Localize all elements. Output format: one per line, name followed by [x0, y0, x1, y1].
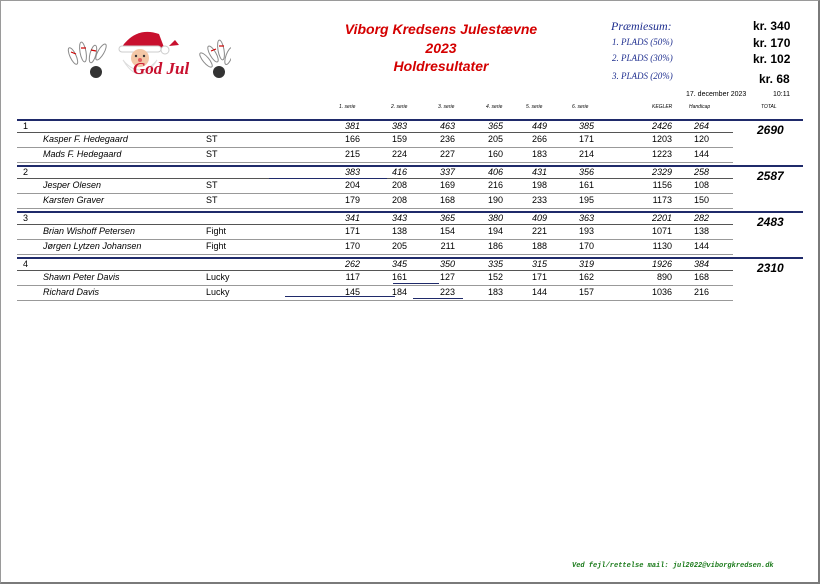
player-serie-score: 198 — [531, 180, 547, 190]
team-serie-score: 416 — [391, 167, 407, 177]
player-serie-score: 117 — [345, 272, 360, 282]
player-serie-score: 154 — [439, 226, 455, 236]
player-serie-score: 236 — [439, 134, 455, 144]
player-handicap: 120 — [693, 134, 709, 144]
prize-amount-1: kr. 170 — [753, 36, 791, 50]
row-divider — [17, 285, 733, 286]
player-handicap: 108 — [693, 180, 709, 190]
player-kegler: 1036 — [651, 287, 672, 297]
player-serie-score: 159 — [391, 134, 407, 144]
team-handicap: 282 — [693, 213, 709, 223]
player-serie-score: 184 — [391, 287, 407, 297]
player-club: ST — [206, 180, 218, 190]
team-total: 2483 — [757, 215, 784, 229]
highlight-underline — [393, 283, 439, 284]
player-name: Shawn Peter Davis — [43, 272, 120, 282]
row-divider — [17, 147, 733, 148]
player-serie-score: 266 — [531, 134, 547, 144]
player-name: Brian Wishoff Petersen — [43, 226, 135, 236]
player-serie-score: 152 — [487, 272, 503, 282]
prize-heading: Præmiesum: — [611, 19, 672, 33]
highlight-underline — [269, 178, 387, 179]
team-kegler: 2329 — [651, 167, 672, 177]
player-serie-score: 166 — [344, 134, 360, 144]
player-serie-score: 170 — [344, 241, 360, 251]
highlight-underline — [413, 298, 463, 299]
player-handicap: 216 — [693, 287, 709, 297]
player-serie-score: 214 — [578, 149, 594, 159]
team-serie-score: 381 — [344, 121, 360, 131]
player-serie-score: 161 — [391, 272, 407, 282]
prize-amount-3: kr. 68 — [759, 72, 790, 86]
player-kegler: 1071 — [651, 226, 672, 236]
row-divider — [17, 300, 733, 301]
col-header-serie-4: 4. serie — [486, 104, 503, 110]
player-name: Jørgen Lytzen Johansen — [43, 241, 142, 251]
team-serie-score: 385 — [578, 121, 594, 131]
row-divider — [17, 254, 733, 255]
player-serie-score: 186 — [487, 241, 503, 251]
team-serie-score: 343 — [391, 213, 407, 223]
player-serie-score: 138 — [391, 226, 407, 236]
row-divider — [17, 208, 733, 209]
col-header-serie-5: 5. serie — [526, 104, 543, 110]
title-line-2: 2023 — [425, 40, 457, 56]
player-club: Lucky — [206, 272, 230, 282]
player-serie-score: 171 — [578, 134, 594, 144]
team-kegler: 2201 — [651, 213, 672, 223]
player-serie-score: 215 — [344, 149, 360, 159]
team-serie-score: 449 — [531, 121, 547, 131]
player-serie-score: 183 — [531, 149, 547, 159]
player-name: Richard Davis — [43, 287, 100, 297]
player-handicap: 144 — [693, 241, 709, 251]
team-handicap: 264 — [693, 121, 709, 131]
player-serie-score: 170 — [578, 241, 594, 251]
player-kegler: 1130 — [652, 241, 672, 251]
team-kegler: 1926 — [651, 259, 672, 269]
player-serie-score: 224 — [391, 149, 407, 159]
team-total: 2690 — [757, 123, 784, 137]
player-name: Kasper F. Hedegaard — [43, 134, 128, 144]
prize-label-2: 2. PLADS (30%) — [612, 53, 673, 63]
team-serie-score: 431 — [531, 167, 547, 177]
row-divider — [17, 162, 733, 163]
player-kegler: 1203 — [651, 134, 672, 144]
player-serie-score: 195 — [578, 195, 594, 205]
player-club: ST — [206, 195, 218, 205]
player-serie-score: 161 — [578, 180, 594, 190]
team-serie-score: 337 — [439, 167, 455, 177]
team-kegler: 2426 — [651, 121, 672, 131]
player-serie-score: 168 — [439, 195, 455, 205]
player-club: ST — [206, 134, 218, 144]
player-serie-score: 144 — [531, 287, 547, 297]
player-club: ST — [206, 149, 218, 159]
player-serie-score: 221 — [531, 226, 547, 236]
team-serie-score: 345 — [391, 259, 407, 269]
prize-label-1: 1. PLADS (50%) — [612, 37, 673, 47]
team-serie-score: 319 — [578, 259, 594, 269]
player-serie-score: 188 — [531, 241, 547, 251]
row-divider — [17, 239, 733, 240]
team-serie-score: 341 — [344, 213, 360, 223]
player-serie-score: 169 — [439, 180, 455, 190]
player-name: Jesper Olesen — [43, 180, 102, 190]
footer-contact: Ved fejl/rettelse mail: jul2022@viborgkredsen.dk — [572, 562, 774, 570]
team-serie-score: 335 — [487, 259, 503, 269]
team-place: 3 — [23, 213, 29, 223]
player-serie-score: 208 — [391, 195, 407, 205]
player-serie-score: 205 — [487, 134, 503, 144]
player-serie-score: 227 — [439, 149, 455, 159]
player-name: Karsten Graver — [43, 195, 105, 205]
team-serie-score: 365 — [439, 213, 455, 223]
player-serie-score: 208 — [391, 180, 407, 190]
col-header-serie-1: 1. serie — [339, 104, 356, 110]
player-kegler: 890 — [656, 272, 672, 282]
team-serie-score: 383 — [391, 121, 407, 131]
row-divider — [17, 224, 733, 225]
player-serie-score: 223 — [439, 287, 455, 297]
team-total: 2310 — [757, 261, 784, 275]
col-header-total: TOTAL — [761, 104, 777, 110]
highlight-underline — [285, 296, 395, 297]
team-place: 1 — [23, 121, 29, 131]
team-serie-score: 262 — [344, 259, 360, 269]
player-serie-score: 211 — [440, 241, 455, 251]
team-serie-score: 365 — [487, 121, 503, 131]
player-serie-score: 145 — [344, 287, 360, 297]
player-kegler: 1173 — [652, 195, 672, 205]
player-serie-score: 157 — [578, 287, 594, 297]
team-total: 2587 — [757, 169, 784, 183]
player-handicap: 138 — [693, 226, 709, 236]
col-header-handicap: Handicap — [689, 104, 711, 110]
col-header-serie-2: 2. serie — [391, 104, 408, 110]
player-serie-score: 190 — [487, 195, 503, 205]
col-header-serie-6: 6. serie — [572, 104, 589, 110]
row-divider — [17, 193, 733, 194]
player-serie-score: 193 — [578, 226, 594, 236]
player-serie-score: 233 — [531, 195, 547, 205]
team-serie-score: 463 — [439, 121, 455, 131]
player-serie-score: 183 — [487, 287, 503, 297]
team-serie-score: 380 — [487, 213, 503, 223]
print-date: 17. december 2023 — [686, 91, 747, 98]
player-serie-score: 160 — [487, 149, 503, 159]
player-club: Fight — [206, 241, 227, 251]
team-place: 2 — [23, 167, 29, 177]
player-handicap: 144 — [693, 149, 709, 159]
team-place: 4 — [23, 259, 29, 269]
col-header-serie-3: 3. serie — [438, 104, 455, 110]
player-club: Fight — [206, 226, 227, 236]
team-serie-score: 356 — [578, 167, 594, 177]
prize-amount-2: kr. 102 — [753, 52, 791, 66]
col-header-kegler: KEGLER — [652, 104, 673, 110]
player-serie-score: 179 — [344, 195, 360, 205]
player-serie-score: 162 — [578, 272, 594, 282]
prize-heading-amount: kr. 340 — [753, 19, 791, 33]
player-serie-score: 216 — [487, 180, 503, 190]
player-kegler: 1156 — [652, 180, 672, 190]
player-handicap: 150 — [693, 195, 709, 205]
player-serie-score: 127 — [439, 272, 455, 282]
team-serie-score: 363 — [578, 213, 594, 223]
title-line-3: Holdresultater — [393, 58, 489, 74]
title-line-1: Viborg Kredsens Julestævne — [344, 21, 538, 37]
team-serie-score: 409 — [531, 213, 547, 223]
player-serie-score: 171 — [344, 226, 360, 236]
logo-text: God Jul — [133, 59, 190, 78]
player-handicap: 168 — [693, 272, 709, 282]
team-handicap: 258 — [693, 167, 709, 177]
row-divider — [17, 270, 733, 271]
print-time: 10:11 — [773, 91, 790, 98]
player-serie-score: 171 — [531, 272, 547, 282]
team-serie-score: 406 — [487, 167, 503, 177]
player-serie-score: 205 — [391, 241, 407, 251]
team-serie-score: 315 — [531, 259, 547, 269]
player-name: Mads F. Hedegaard — [43, 149, 122, 159]
team-serie-score: 350 — [439, 259, 455, 269]
team-serie-score: 383 — [344, 167, 360, 177]
player-serie-score: 204 — [344, 180, 360, 190]
team-handicap: 384 — [693, 259, 709, 269]
row-divider — [17, 132, 733, 133]
player-kegler: 1223 — [651, 149, 672, 159]
player-serie-score: 194 — [487, 226, 503, 236]
player-club: Lucky — [206, 287, 230, 297]
prize-label-3: 3. PLADS (20%) — [612, 71, 673, 81]
